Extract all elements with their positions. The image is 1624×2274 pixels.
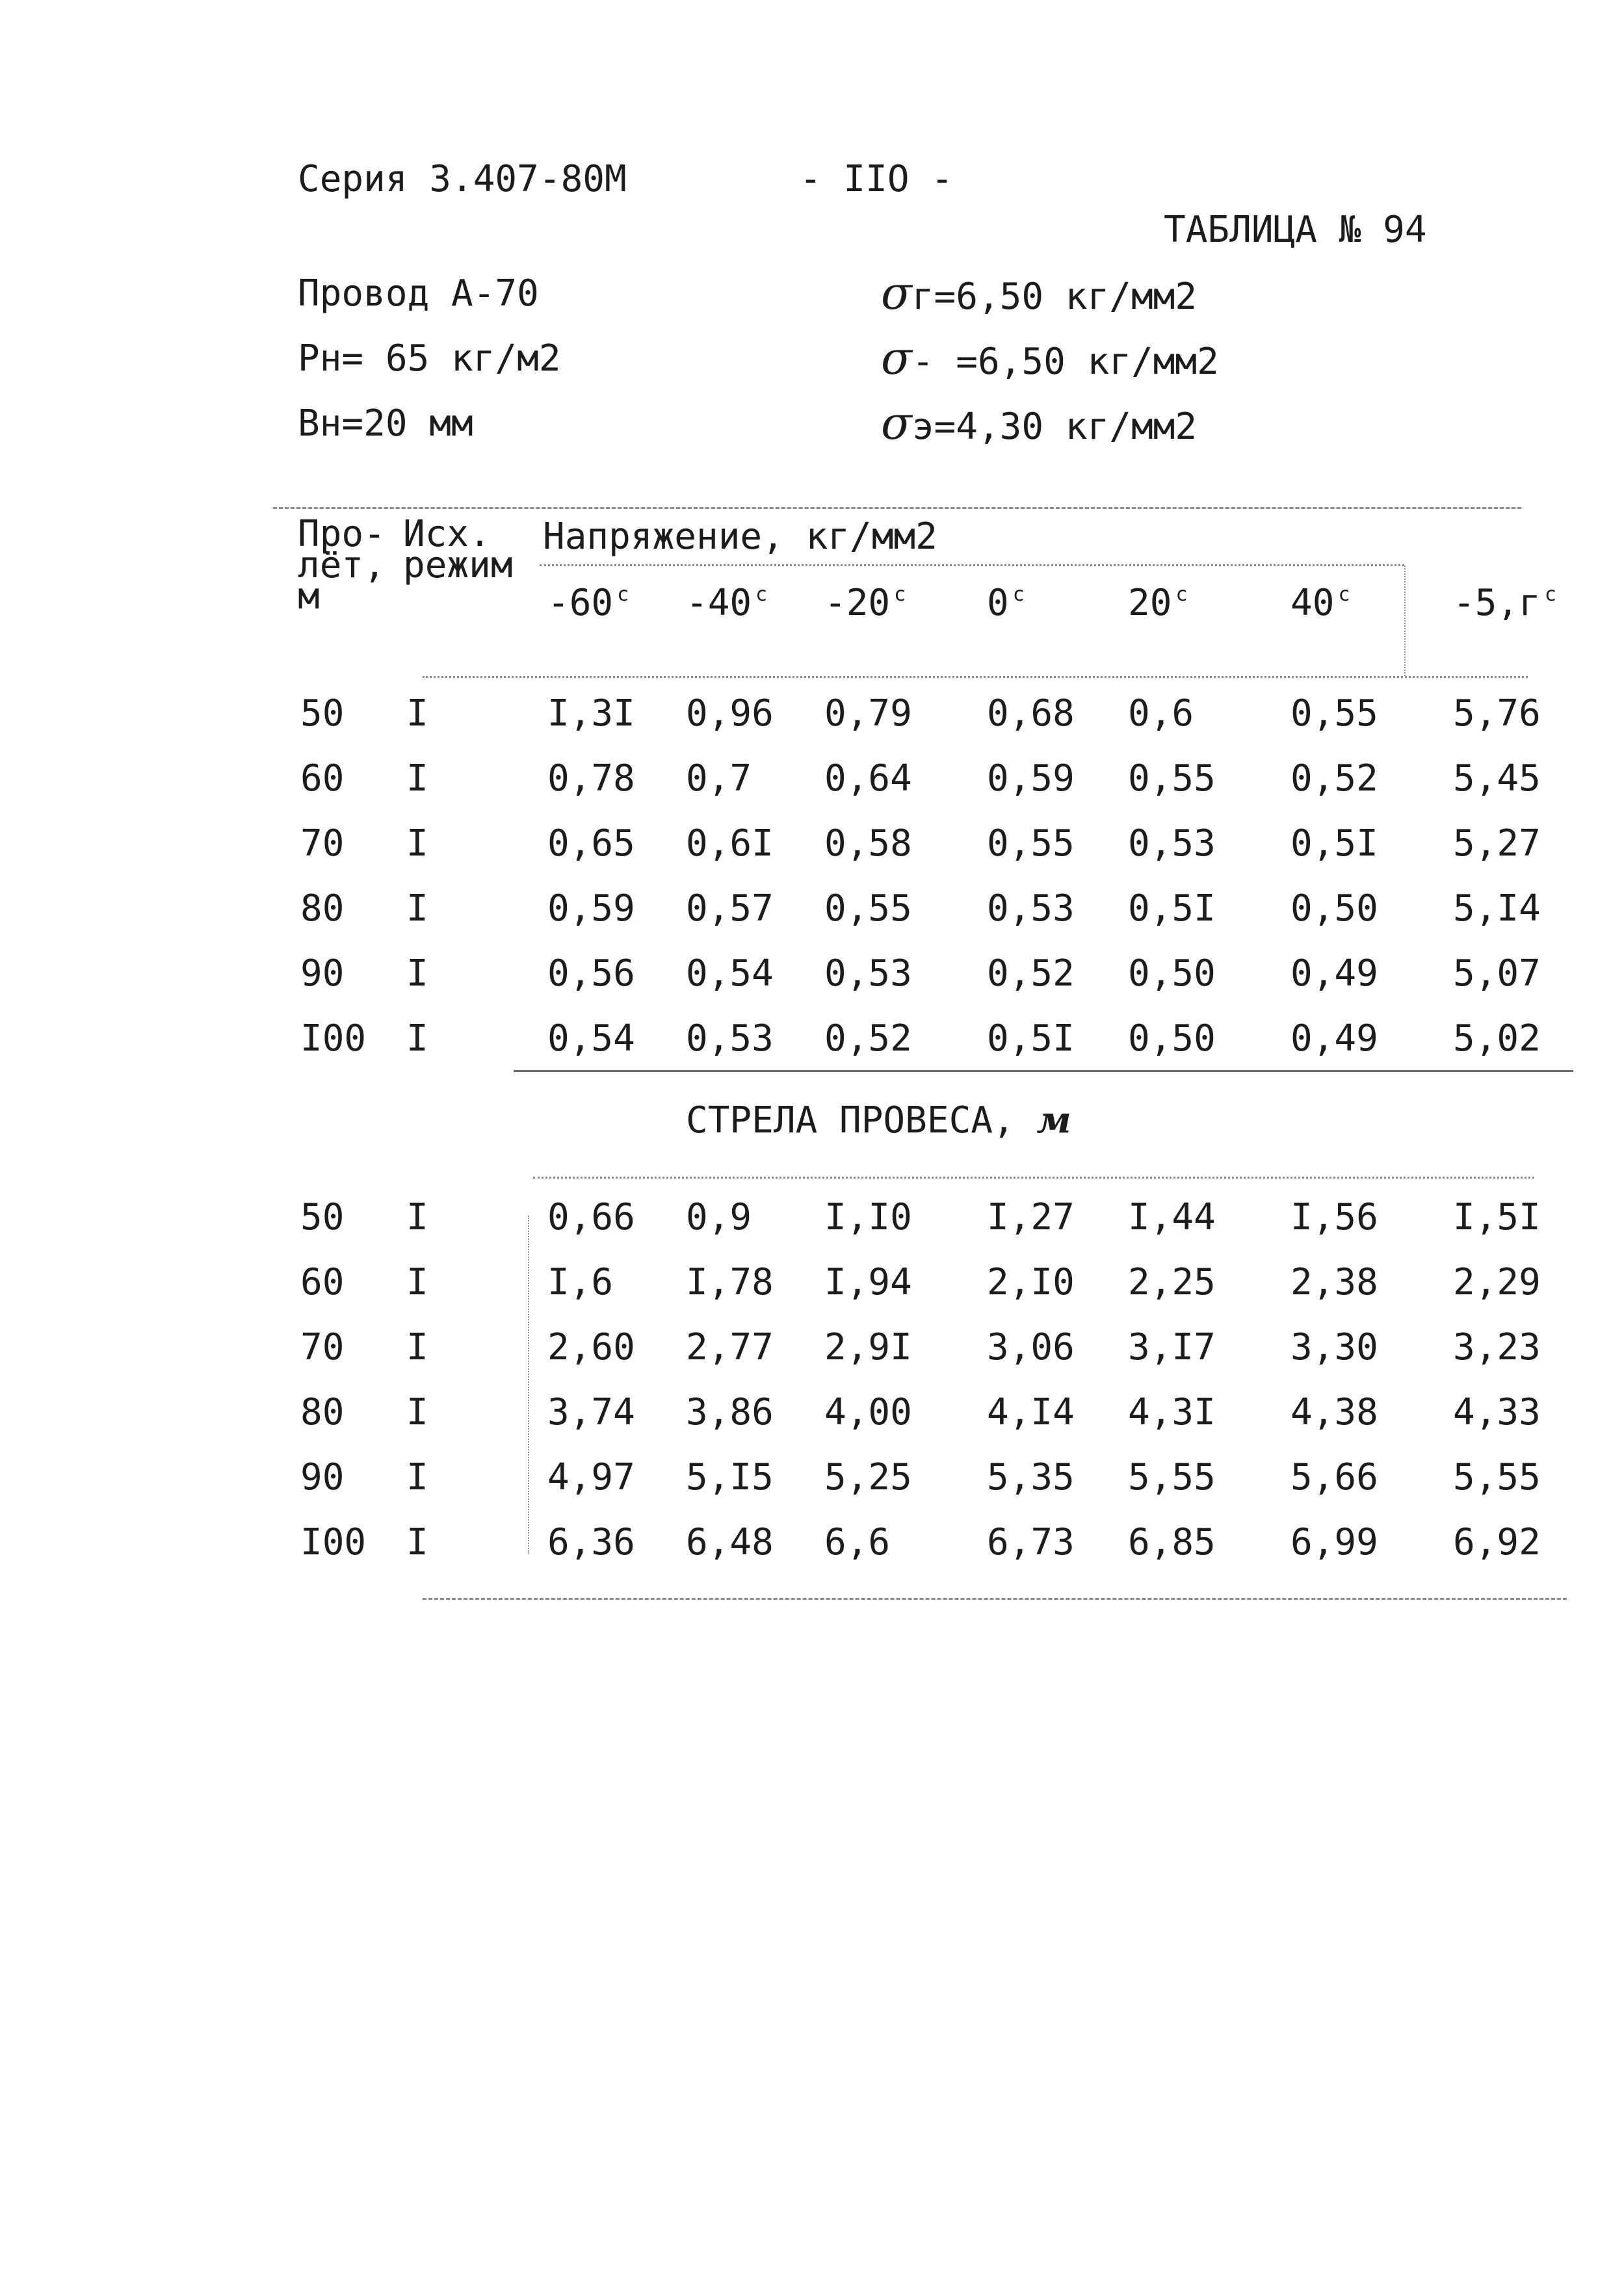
mode-cell: I	[406, 692, 428, 735]
value-cell: 3,74	[547, 1391, 635, 1433]
value-cell: 0,50	[1128, 952, 1216, 995]
column-header	[686, 582, 768, 624]
value-cell: 0,52	[1290, 757, 1378, 800]
mode-header-line1: Исх.	[403, 513, 491, 555]
value-cell: 2,77	[686, 1326, 774, 1368]
value-cell: 6,85	[1128, 1521, 1216, 1563]
degree-mark: c	[617, 583, 629, 606]
value-cell: 2,60	[547, 1326, 635, 1368]
mode-cell: I	[406, 1261, 428, 1303]
value-cell: 0,6	[1128, 692, 1194, 735]
column-header-value: -60	[547, 582, 614, 624]
sag-column-divider	[528, 1216, 529, 1554]
value-cell: 0,53	[824, 952, 912, 995]
value-cell: I,I0	[824, 1196, 912, 1238]
value-cell: 0,55	[1290, 692, 1378, 735]
span-cell: 50	[300, 692, 345, 735]
value-cell: 5,66	[1290, 1456, 1378, 1498]
mode-cell: I	[406, 822, 428, 865]
value-cell: 0,68	[987, 692, 1075, 735]
value-cell: 4,38	[1290, 1391, 1378, 1433]
value-cell: 3,06	[987, 1326, 1075, 1368]
value-cell: 5,I5	[686, 1456, 774, 1498]
value-cell: 0,5I	[1290, 822, 1378, 865]
mode-cell: I	[406, 952, 428, 995]
value-cell: 0,55	[1128, 757, 1216, 800]
value-cell: 0,79	[824, 692, 912, 735]
stress-param-e	[881, 397, 1198, 450]
degree-mark: c	[755, 583, 768, 606]
sag-header-rule	[533, 1177, 1534, 1179]
span-cell: 70	[300, 822, 345, 865]
value-cell: 5,55	[1453, 1456, 1541, 1498]
value-cell: 6,73	[987, 1521, 1075, 1563]
value-cell: 3,30	[1290, 1326, 1378, 1368]
mode-cell: I	[406, 1391, 428, 1433]
value-cell: 0,65	[547, 822, 635, 865]
column-header-value: -40	[686, 582, 752, 624]
value-cell: 2,9I	[824, 1326, 912, 1368]
stress-param-g	[881, 267, 1198, 320]
stress-table-bottom-rule	[514, 1070, 1573, 1072]
table-top-rule	[273, 507, 1521, 509]
value-cell: 0,54	[547, 1017, 635, 1060]
stress-param-minus	[881, 332, 1219, 385]
wire-type: Провод А-70	[298, 272, 539, 315]
value-cell: 0,55	[824, 887, 912, 930]
sigma-symbol: σ	[881, 332, 912, 385]
column-header	[1453, 582, 1556, 624]
value-cell: 0,56	[547, 952, 635, 995]
value-cell: 0,50	[1128, 1017, 1216, 1060]
value-cell: I,5I	[1453, 1196, 1541, 1238]
value-cell: 2,25	[1128, 1261, 1216, 1303]
column-header	[1290, 582, 1350, 624]
value-cell: I,27	[987, 1196, 1075, 1238]
span-cell: 50	[300, 1196, 345, 1238]
value-cell: 4,3I	[1128, 1391, 1216, 1433]
value-cell: 0,5I	[1128, 887, 1216, 930]
value-cell: 2,29	[1453, 1261, 1541, 1303]
value-cell: 0,57	[686, 887, 774, 930]
degree-mark: c	[1338, 583, 1350, 606]
sag-title-unit: м	[1036, 1099, 1071, 1142]
table-title: ТАБЛИЦА № 94	[1164, 209, 1427, 251]
column-header-value: -5,г	[1453, 582, 1541, 624]
value-cell: 4,33	[1453, 1391, 1541, 1433]
value-cell: 2,38	[1290, 1261, 1378, 1303]
span-header-line3: м	[298, 575, 320, 618]
value-cell: 5,55	[1128, 1456, 1216, 1498]
span-header-line1: Про-	[298, 513, 386, 555]
mode-cell: I	[406, 1521, 428, 1563]
page-number: - IIO -	[800, 158, 954, 200]
value-cell: 4,00	[824, 1391, 912, 1433]
value-cell: 5,I4	[1453, 887, 1541, 930]
column-header	[824, 582, 906, 624]
span-cell: 60	[300, 757, 345, 800]
value-cell: 0,59	[987, 757, 1075, 800]
span-header	[298, 513, 386, 618]
sag-title	[686, 1099, 1071, 1142]
value-cell: 6,92	[1453, 1521, 1541, 1563]
value-cell: 5,27	[1453, 822, 1541, 865]
value-cell: I,3I	[547, 692, 635, 735]
span-cell: 70	[300, 1326, 345, 1368]
value-cell: 5,45	[1453, 757, 1541, 800]
column-header	[1128, 582, 1188, 624]
stress-param-text: э=4,30 кг/мм2	[911, 406, 1198, 448]
value-cell: 6,6	[824, 1521, 891, 1563]
span-cell: I00	[300, 1521, 367, 1563]
span-cell: 80	[300, 1391, 345, 1433]
value-cell: 0,9	[686, 1196, 752, 1238]
mode-header	[403, 513, 513, 586]
value-cell: I,78	[686, 1261, 774, 1303]
degree-mark: c	[1175, 583, 1188, 606]
value-cell: 0,5I	[987, 1017, 1075, 1060]
value-cell: 2,I0	[987, 1261, 1075, 1303]
column-header-value: 0	[987, 582, 1009, 624]
value-cell: 0,78	[547, 757, 635, 800]
value-cell: 0,55	[987, 822, 1075, 865]
column-divider	[1404, 566, 1406, 676]
value-cell: 6,99	[1290, 1521, 1378, 1563]
value-cell: 5,25	[824, 1456, 912, 1498]
header-bottom-rule	[423, 676, 1528, 678]
stress-param-text: - =6,50 кг/мм2	[911, 341, 1219, 383]
mode-cell: I	[406, 1456, 428, 1498]
wind-pressure: Рн= 65 кг/м2	[298, 337, 561, 380]
mode-cell: I	[406, 1326, 428, 1368]
sag-table-bottom-rule	[423, 1598, 1567, 1600]
span-cell: 90	[300, 1456, 345, 1498]
column-header	[547, 582, 629, 624]
span-cell: 80	[300, 887, 345, 930]
value-cell: 3,23	[1453, 1326, 1541, 1368]
value-cell: 6,48	[686, 1521, 774, 1563]
value-cell: I,6	[547, 1261, 614, 1303]
span-cell: 90	[300, 952, 345, 995]
ice-thickness: Вн=20 мм	[298, 402, 473, 445]
column-header-value: -20	[824, 582, 891, 624]
value-cell: 0,66	[547, 1196, 635, 1238]
column-header-value: 40	[1290, 582, 1335, 624]
degree-mark: c	[894, 583, 906, 606]
value-cell: I,44	[1128, 1196, 1216, 1238]
value-cell: 0,53	[1128, 822, 1216, 865]
stress-header-rule	[540, 564, 1404, 566]
mode-header-line2: режим	[403, 544, 513, 586]
value-cell: 4,I4	[987, 1391, 1075, 1433]
sigma-symbol: σ	[881, 267, 912, 320]
column-header	[987, 582, 1025, 624]
value-cell: 0,50	[1290, 887, 1378, 930]
value-cell: 0,54	[686, 952, 774, 995]
span-cell: 60	[300, 1261, 345, 1303]
sag-title-text: СТРЕЛА ПРОВЕСА,	[686, 1099, 1015, 1142]
mode-cell: I	[406, 1017, 428, 1060]
value-cell: 6,36	[547, 1521, 635, 1563]
value-cell: 0,59	[547, 887, 635, 930]
value-cell: 0,49	[1290, 1017, 1378, 1060]
column-header-value: 20	[1128, 582, 1172, 624]
series-label: Серия 3.407-80М	[298, 158, 627, 200]
value-cell: 5,02	[1453, 1017, 1541, 1060]
value-cell: 0,52	[987, 952, 1075, 995]
value-cell: I,56	[1290, 1196, 1378, 1238]
stress-header: Напряжение, кг/мм2	[543, 516, 937, 558]
value-cell: 0,52	[824, 1017, 912, 1060]
mode-cell: I	[406, 757, 428, 800]
value-cell: 5,07	[1453, 952, 1541, 995]
sigma-symbol: σ	[881, 397, 912, 450]
value-cell: 5,76	[1453, 692, 1541, 735]
value-cell: 0,53	[987, 887, 1075, 930]
value-cell: 0,96	[686, 692, 774, 735]
degree-mark: c	[1012, 583, 1025, 606]
span-cell: I00	[300, 1017, 367, 1060]
value-cell: 4,97	[547, 1456, 635, 1498]
mode-cell: I	[406, 1196, 428, 1238]
value-cell: 0,6I	[686, 822, 774, 865]
value-cell: I,94	[824, 1261, 912, 1303]
value-cell: 3,I7	[1128, 1326, 1216, 1368]
value-cell: 5,35	[987, 1456, 1075, 1498]
span-header-line2: лёт,	[298, 544, 386, 586]
value-cell: 0,53	[686, 1017, 774, 1060]
mode-cell: I	[406, 887, 428, 930]
stress-param-text: г=6,50 кг/мм2	[911, 276, 1198, 318]
value-cell: 0,49	[1290, 952, 1378, 995]
value-cell: 0,7	[686, 757, 752, 800]
value-cell: 3,86	[686, 1391, 774, 1433]
value-cell: 0,64	[824, 757, 912, 800]
value-cell: 0,58	[824, 822, 912, 865]
degree-mark: c	[1544, 583, 1556, 606]
